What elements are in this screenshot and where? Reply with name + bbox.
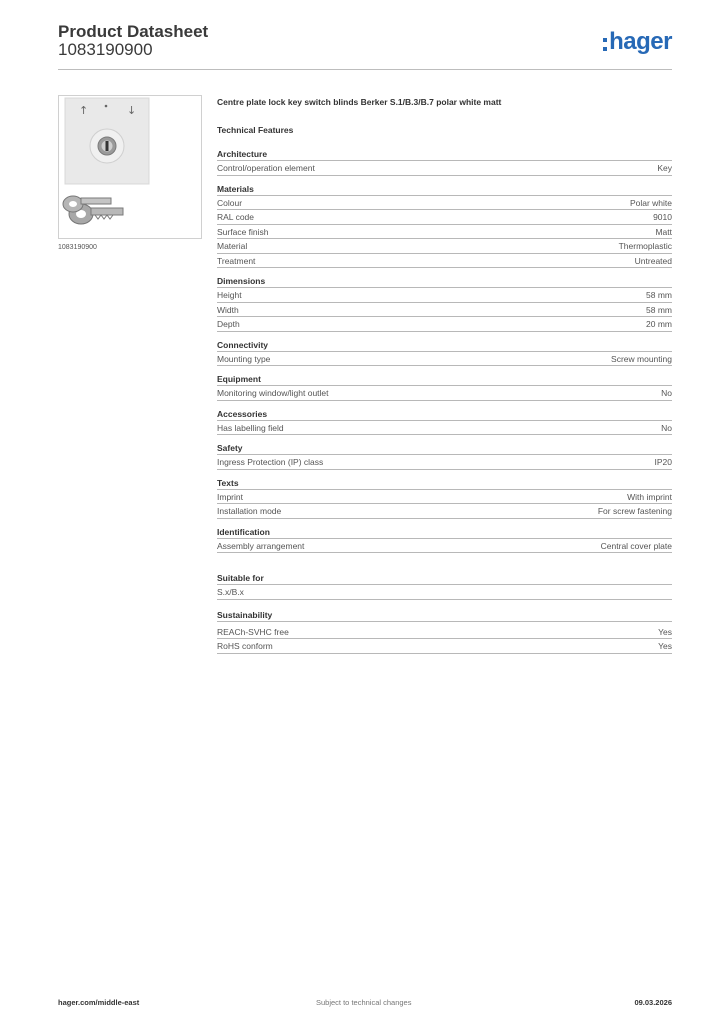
spec-row <box>217 225 672 240</box>
product-image <box>58 95 202 239</box>
section-title: Safety <box>217 441 672 455</box>
section-sustainability <box>217 608 672 654</box>
spec-value: 58 mm <box>646 304 672 315</box>
spec-row <box>217 303 672 318</box>
spec-label: Surface finish <box>217 226 269 237</box>
section-title: Dimensions <box>217 274 672 288</box>
spec-row <box>217 210 672 225</box>
spec-value: 9010 <box>653 212 672 222</box>
section-materials <box>217 182 672 269</box>
spec-row <box>217 585 672 600</box>
spec-label: Monitoring window/light outlet <box>217 388 329 398</box>
section-safety <box>217 441 672 470</box>
page-header <box>58 20 672 70</box>
section-accessories <box>217 407 672 436</box>
logo-text: hager <box>609 28 672 55</box>
spec-label: S.x/B.x <box>217 587 244 597</box>
spec-value: Yes <box>658 626 672 637</box>
section-title: Connectivity <box>217 338 672 352</box>
spec-row <box>217 386 672 401</box>
spec-label: Assembly arrangement <box>217 540 305 551</box>
section-connectivity <box>217 338 672 367</box>
spec-value: Screw mounting <box>611 353 672 364</box>
spec-value: No <box>661 422 672 433</box>
section-title: Texts <box>217 476 672 490</box>
spec-value: Key <box>657 163 672 173</box>
section-equipment <box>217 372 672 401</box>
product-image-svg <box>59 96 201 238</box>
footer-disclaimer: Subject to technical changes <box>316 998 412 1007</box>
spec-value: Thermoplastic <box>618 241 672 251</box>
spec-value: For screw fastening <box>597 506 672 516</box>
spec-row <box>217 455 672 470</box>
technical-features-heading: Technical Features <box>217 125 294 135</box>
spec-label: RAL code <box>217 212 255 222</box>
spec-label: Has labelling field <box>217 422 284 433</box>
spec-label: Treatment <box>217 255 256 266</box>
spec-value: 20 mm <box>646 319 672 329</box>
spec-value: Polar white <box>629 197 672 208</box>
spec-row <box>217 196 672 211</box>
section-texts <box>217 476 672 519</box>
spec-row <box>217 625 672 640</box>
spec-label: Imprint <box>217 491 243 502</box>
arrow-up-icon: ↑ <box>79 104 89 117</box>
section-title: Sustainability <box>217 608 672 622</box>
product-details <box>217 95 672 660</box>
spec-row <box>217 352 672 367</box>
section-architecture <box>217 147 672 176</box>
spec-label: Mounting type <box>217 353 271 364</box>
spec-label: Material <box>217 241 248 251</box>
spec-value: IP20 <box>654 457 672 467</box>
spec-value: 58 mm <box>646 290 672 300</box>
spec-label: Control/operation element <box>217 163 315 173</box>
spec-row <box>217 161 672 176</box>
spec-row <box>217 239 672 254</box>
section-title: Suitable for <box>217 571 672 585</box>
page-title: Product Datasheet <box>58 22 209 41</box>
spec-value: Untreated <box>634 255 672 266</box>
footer-date: 09.03.2026 <box>634 998 672 1007</box>
logo-dots-icon <box>603 38 607 51</box>
spec-row <box>217 421 672 436</box>
spec-label: RoHS conform <box>217 641 273 651</box>
spec-label: Ingress Protection (IP) class <box>217 457 324 467</box>
spec-label: Depth <box>217 319 240 329</box>
section-suitable-for <box>217 571 672 600</box>
spec-row <box>217 254 672 269</box>
product-number: 1083190900 <box>58 40 153 59</box>
feature-sections <box>217 147 672 553</box>
spec-value: Yes <box>658 641 672 651</box>
section-title: Equipment <box>217 372 672 386</box>
spec-value: No <box>661 388 672 398</box>
spec-label: REACh-SVHC free <box>217 626 289 637</box>
spec-label: Colour <box>217 197 243 208</box>
section-identification <box>217 525 672 554</box>
spec-row <box>217 317 672 332</box>
keyhole-icon <box>106 141 109 151</box>
spec-row <box>217 539 672 554</box>
spec-value: Matt <box>655 226 672 237</box>
spec-row <box>217 639 672 654</box>
spec-row <box>217 490 672 505</box>
section-dimensions <box>217 274 672 332</box>
section-title: Architecture <box>217 147 672 161</box>
arrow-down-icon: ↓ <box>127 104 137 117</box>
spec-value: With imprint <box>627 491 672 502</box>
spec-row <box>217 504 672 519</box>
spec-label: Width <box>217 304 239 315</box>
image-caption: 1083190900 <box>58 244 97 251</box>
hager-logo <box>603 28 672 56</box>
product-name: Centre plate lock key switch blinds Berker S.1/B.3/B.7 polar white matt <box>217 97 502 107</box>
spec-row <box>217 288 672 303</box>
spec-value: Central cover plate <box>600 540 672 551</box>
section-title: Identification <box>217 525 672 539</box>
section-title: Materials <box>217 182 672 196</box>
keys-icon <box>63 196 123 224</box>
spec-label: Installation mode <box>217 506 282 516</box>
spec-label: Height <box>217 290 242 300</box>
center-dot <box>105 105 108 108</box>
section-title: Accessories <box>217 407 672 421</box>
footer-website-link[interactable]: hager.com/middle-east <box>58 998 140 1007</box>
